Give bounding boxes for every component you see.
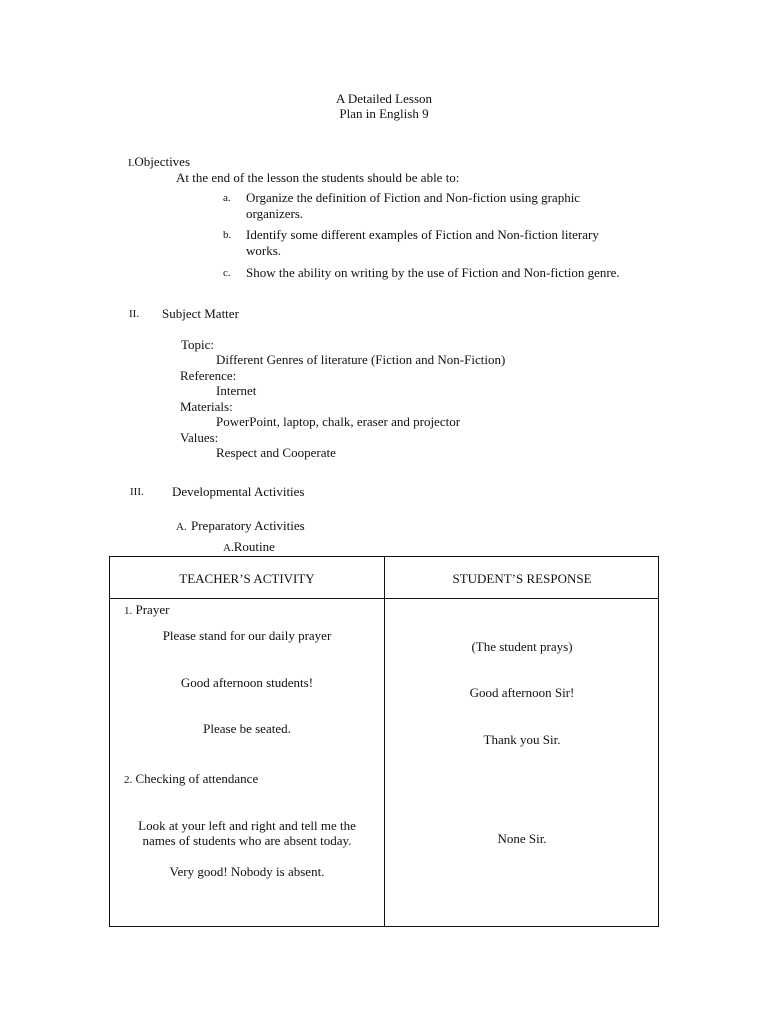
attendance-heading: [124, 771, 258, 787]
values-value: Respect and Cooperate: [216, 445, 336, 460]
objectives-intro: At the end of the lesson the students should be able to:: [176, 170, 460, 185]
teacher-very-good: Very good! Nobody is absent.: [169, 864, 325, 879]
objectives-numeral: I.: [128, 157, 135, 169]
values-label: Values:: [180, 430, 219, 445]
developmental-heading: Developmental Activities: [172, 484, 305, 499]
objective-c-letter: c.: [223, 267, 231, 279]
objectives-heading-text: Objectives: [134, 154, 191, 169]
topic-label: Topic:: [181, 337, 215, 352]
preparatory-letter: A.: [176, 521, 187, 533]
materials-value: PowerPoint, laptop, chalk, eraser and projector: [216, 414, 461, 429]
objective-b-letter: b.: [223, 229, 232, 241]
topic-value: Different Genres of literature (Fiction and Non-Fiction): [216, 352, 506, 367]
document-title-line2: Plan in English 9: [339, 106, 429, 121]
objective-b-line2: works.: [246, 243, 282, 258]
objective-b-line1: Identify some different examples of Fiction and Non-fiction literary: [246, 227, 599, 242]
reference-label: Reference:: [180, 368, 237, 383]
objective-a-letter: a.: [223, 192, 231, 204]
student-thanks: Thank you Sir.: [483, 732, 561, 747]
routine-table: [109, 556, 659, 927]
teacher-activity-header: TEACHER’S ACTIVITY: [179, 571, 315, 586]
objective-a-line1: Organize the definition of Fiction and Non-fiction using graphic: [246, 190, 581, 205]
student-none: None Sir.: [497, 831, 547, 846]
objectives-heading: [128, 154, 190, 170]
document-title-line1: A Detailed Lesson: [335, 91, 433, 106]
attendance-number: 2.: [124, 774, 133, 786]
student-prays: (The student prays): [471, 639, 573, 654]
attendance-heading-text: Checking of attendance: [135, 771, 259, 786]
objective-c-line1: Show the ability on writing by the use of Fiction and Non-fiction genre.: [246, 265, 620, 280]
routine-heading: [223, 539, 275, 555]
preparatory-heading: Preparatory Activities: [191, 518, 305, 533]
teacher-look-line2: names of students who are absent today.: [142, 833, 352, 848]
teacher-greeting: Good afternoon students!: [180, 675, 314, 690]
table-header-divider: [110, 598, 658, 599]
subject-matter-heading: Subject Matter: [162, 306, 239, 321]
materials-label: Materials:: [180, 399, 233, 414]
student-response-header: STUDENT’S RESPONSE: [452, 571, 592, 586]
developmental-numeral: III.: [130, 486, 144, 498]
teacher-seated: Please be seated.: [203, 721, 291, 736]
teacher-stand-prayer: Please stand for our daily prayer: [162, 628, 332, 643]
teacher-look-line1: Look at your left and right and tell me the: [138, 818, 356, 833]
routine-letter: A.: [223, 542, 234, 554]
objective-a-line2: organizers.: [246, 206, 304, 221]
prayer-heading-text: Prayer: [135, 602, 170, 617]
student-greeting: Good afternoon Sir!: [469, 685, 575, 700]
reference-value: Internet: [216, 383, 257, 398]
routine-heading-text: Routine: [233, 539, 275, 554]
subject-matter-numeral: II.: [129, 308, 140, 320]
prayer-heading: [124, 602, 169, 618]
prayer-number: 1.: [124, 605, 133, 617]
